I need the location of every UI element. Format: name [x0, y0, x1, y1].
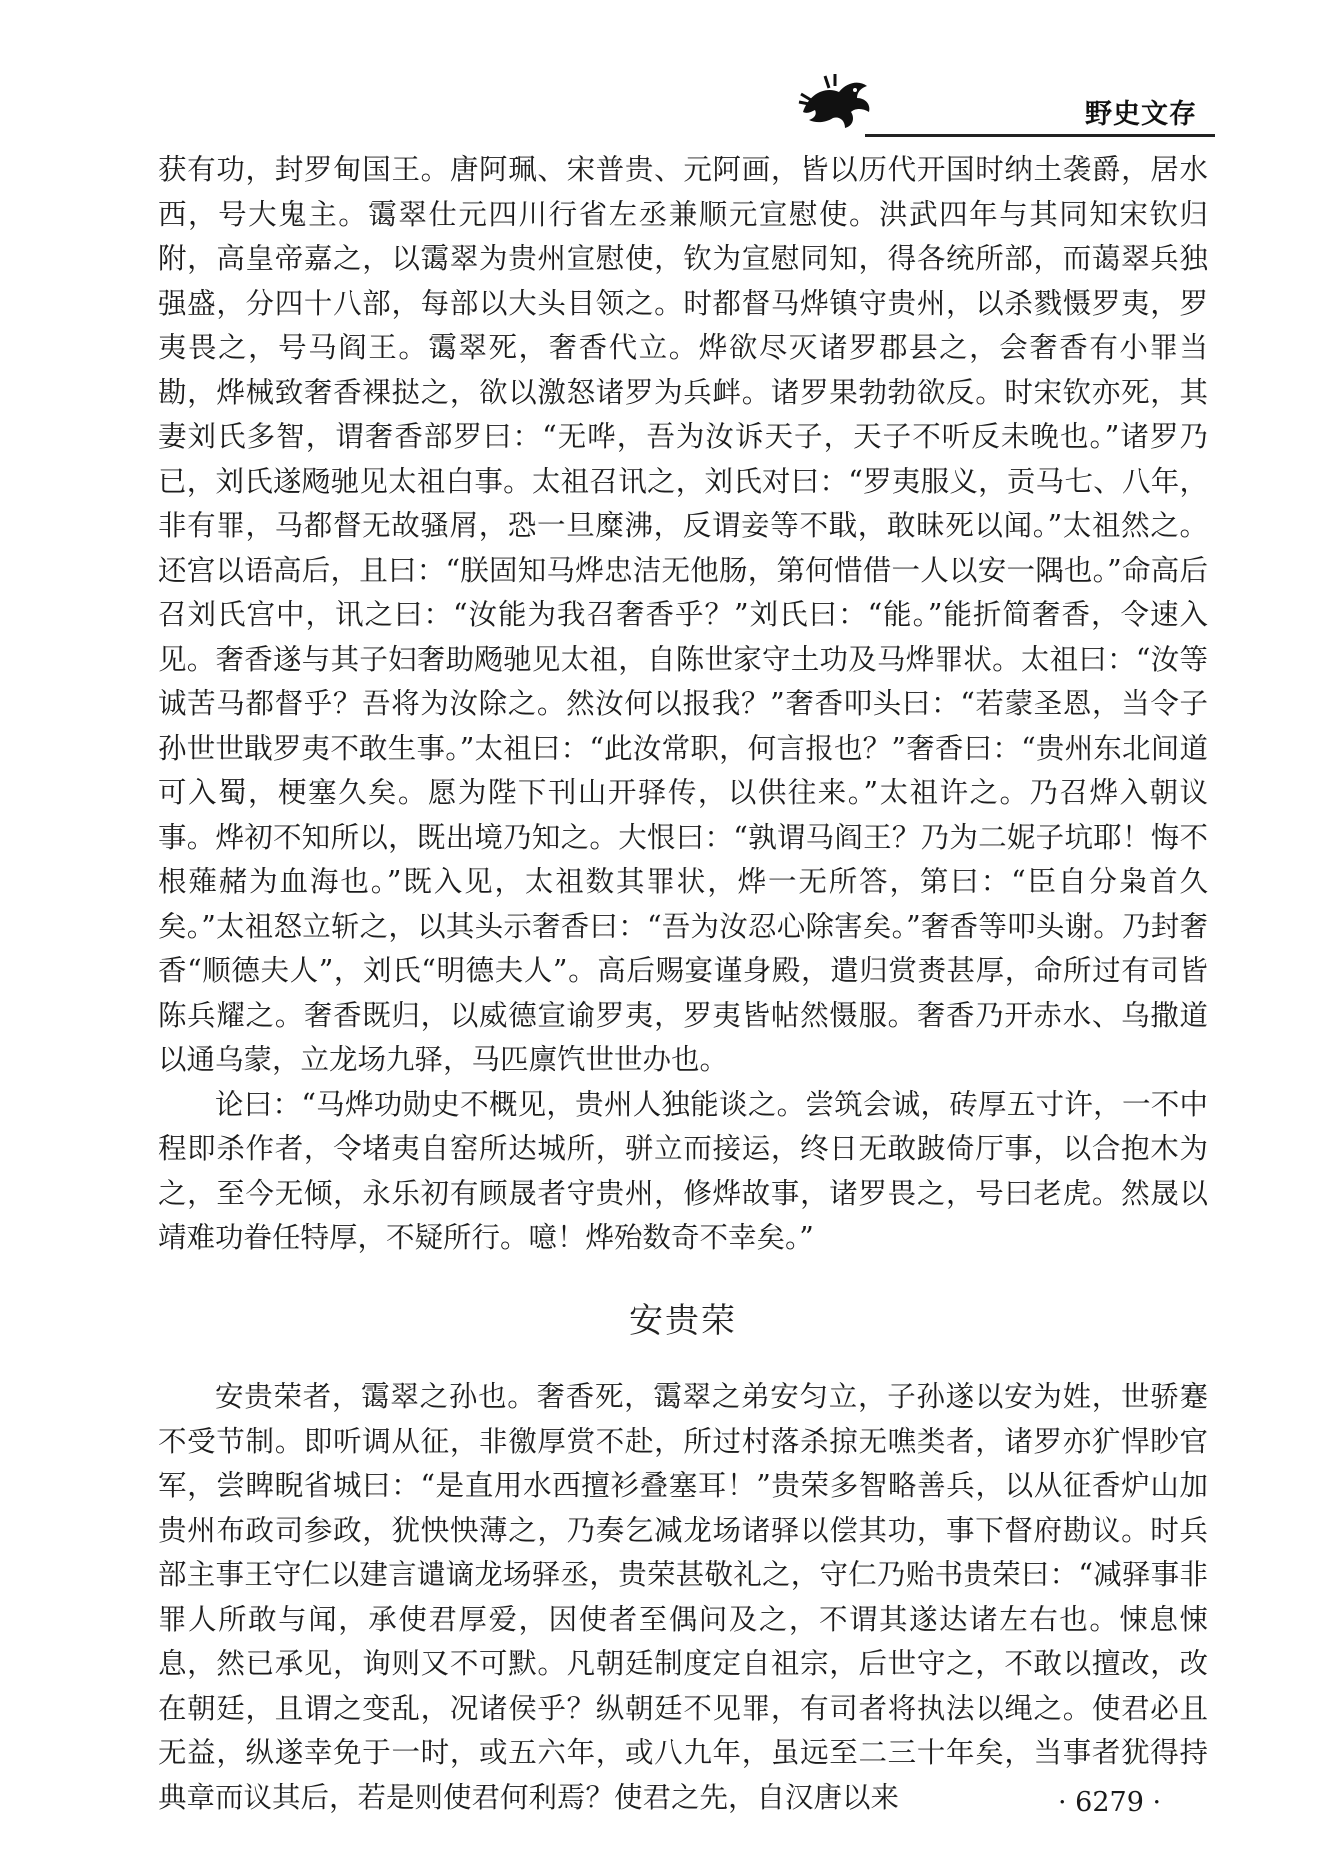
- running-header: [795, 68, 1215, 138]
- paragraph-an-guirong: 安贵荣者，霭翠之孙也。奢香死，霭翠之弟安匀立，子孙遂以安为姓，世骄蹇不受节制。即听调从征，非徼厚赏不赴，所过村落杀掠无噍类者，诸罗亦犷悍眇官军，尝睥睨省城曰：“是直用水西擅衫叠塞耳！”贵荣多智略善兵，以从征香炉山加贵州布政司参政，犹怏怏薄之，乃奏乞减龙场诸驿以偿其功，事下督府勘议。时兵部主事王守仁以建言谴谪龙场驿丞，贵荣甚敬礼之，守仁乃贻书贵荣曰：“减驿事非罪人所敢与闻，承使君厚爱，因使者至偶问及之，不谓其遂达诸左右也。悚息悚息，然已承见，询则又不可默。凡朝廷制度定自祖宗，后世守之，不敢以擅改，改在朝廷，且谓之变乱，况诸侯乎？纵朝廷不见罪，有司者将执法以绳之。使君必且无益，纵遂幸免于一时，或五六年，或八九年，虽远至二三十年矣，当事者犹得持典章而议其后，若是则使君何利焉？使君之先，自汉唐以来: [158, 1380, 1208, 1814]
- series-title: 野史文存: [1085, 99, 1197, 130]
- dragon-emblem-icon: [795, 72, 875, 132]
- header-rule: [865, 134, 1215, 137]
- section-heading: 安贵荣: [629, 1300, 737, 1341]
- page-body: [158, 148, 1208, 1820]
- paragraph-commentary: 论曰：“马烨功勋史不概见，贵州人独能谈之。尝筑会诚，砖厚五寸许，一不中程即杀作者，令堵夷自窑所达城所，骈立而接运，终日无敢跛倚厅事，以合抱木为之，至今无倾，永乐初有顾晟者守贵州，修烨故事，诸罗畏之，号曰老虎。然晟以靖难功眷任特厚，不疑所行。噫！烨殆数奇不幸矣。”: [158, 1087, 1208, 1254]
- page-number: · 6279 ·: [1058, 1787, 1162, 1818]
- paragraph-continued: 获有功，封罗甸国王。唐阿珮、宋普贵、元阿画，皆以历代开国时纳土袭爵，居水西，号大鬼主。霭翠仕元四川行省左丞兼顺元宣慰使。洪武四年与其同知宋钦归附，高皇帝嘉之，以霭翠为贵州宣慰使，钦为宣慰同知，得各统所部，而蔼翠兵独强盛，分四十八部，每部以大头目领之。时都督马烨镇守贵州，以杀戮慑罗夷，罗夷畏之，号马阎王。霭翠死，奢香代立。烨欲尽灭诸罗郡县之，会奢香有小罪当勘，烨械致奢香裸挞之，欲以激怒诸罗为兵衅。诸罗果勃勃欲反。时宋钦亦死，其妻刘氏多智，谓奢香部罗曰：“无哗，吾为汝诉天子，天子不听反未晚也。”诸罗乃已，刘氏遂飏驰见太祖白事。太祖召讯之，刘氏对曰：“罗夷服义，贡马七、八年，非有罪，马都督无故骚屑，恐一旦糜沸，反谓妾等不戢，敢昧死以闻。”太祖然之。还宫以语高后，且曰：“朕固知马烨忠洁无他肠，第何惜借一人以安一隅也。”命高后召刘氏宫中，讯之曰：“汝能为我召奢香乎？”刘氏曰：“能。”能折简奢香，令速入见。奢香遂与其子妇奢助飏驰见太祖，自陈世家守土功及马烨罪状。太祖曰：“汝等诚苦马都督乎？吾将为汝除之。然汝何以报我？”奢香叩头曰：“若蒙圣恩，当令子孙世世戢罗夷不敢生事。”太祖曰：“此汝常职，何言报也？”奢香曰：“贵州东北间道可入蜀，梗塞久矣。愿为陛下刊山开驿传，以供往来。”太祖许之。乃召烨入朝议事。烨初不知所以，既出境乃知之。大恨曰：“孰谓马阎王？乃为二妮子坑耶！悔不根薙赭为血海也。”既入见，太祖数其罪状，烨一无所答，第曰：“臣自分枭首久矣。”太祖怒立斩之，以其头示奢香曰：“吾为汝忍心除害矣。”奢香等叩头谢。乃封奢香“顺德夫人”，刘氏“明德夫人”。高后赐宴谨身殿，遣归赏赉甚厚，命所过有司皆陈兵耀之。奢香既归，以威德宣谕罗夷，罗夷皆帖然慑服。奢香乃开赤水、乌撒道以通乌蒙，立龙场九驿，马匹廪饩世世办也。: [158, 153, 1208, 1076]
